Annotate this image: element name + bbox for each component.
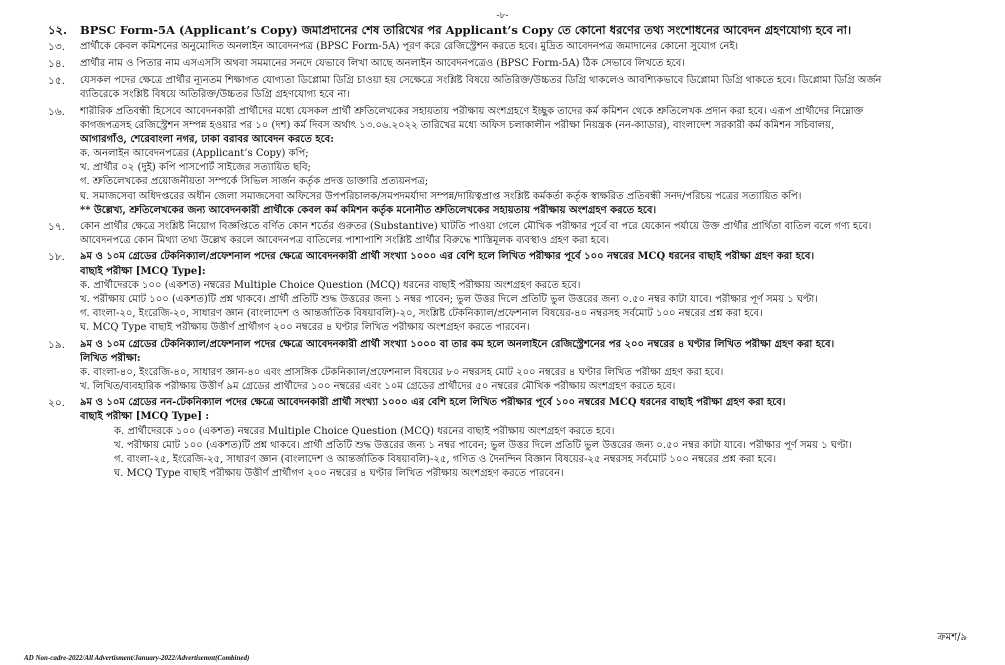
sub-item: খ. পরীক্ষায় মোট ১০০ (একশত)টি প্রশ্ন থাকবে। প্রার্থী প্রতিটি শুদ্ধ উত্তরের জন্য ১ নম্বর পাবেন; ভুল উত্তর দিলে প্রতিটি ভুল উত্তরের জন্য ০.৫০ নম্বর কাটা যাবে। পরীক্ষার পূর্ণ সময় ১ ঘণ্টা।: [80, 293, 818, 305]
item-line: BPSC Form-5A (Applicant’s Copy) জমাপ্রদানের শেষ তারিখের পর Applicant’s Copy তে কোনো ধরণের তথ্য সংশোধনের আবেদন গ্রহণযোগ্য হবে না।: [80, 23, 852, 37]
item-heading: ৯ম ও ১০ম গ্রেডের টেকনিক্যাল/প্রফেশনাল পদের ক্ষেত্রে আবেদনকারী প্রার্থী সংখ্যা ১০০০ বা তার কম হলে অনলাইনে রেজিস্ট্রেশনের পর ২০০ নম্বরের ৪ ঘণ্টার লিখিত পরীক্ষা গ্রহণ করা হবে।: [80, 338, 835, 350]
section-label: বাছাই পরীক্ষা [MCQ Type]:: [80, 265, 206, 277]
sub-item: খ. লিখিত/ব্যবহারিক পরীক্ষায় উত্তীর্ণ ৯ম গ্রেডের প্রার্থীদের ১০০ নম্বরের এবং ১০ম গ্রেডের প্রার্থীদের ৫০ নম্বরের মৌখিক পরীক্ষায় অংশগ্রহণ করতে হবে।: [80, 381, 676, 393]
list-item-12: [48, 22, 953, 38]
list-item-15: [48, 74, 953, 102]
item-line: প্রার্থীকে কেবল কমিশনের অনুমোদিত অনলাইন আবেদনপত্র (BPSC Form-5A) পূরণ করে রেজিস্ট্রেশন করতে হবে। মুদ্রিত আবেদনপত্র জমাদানের কোনো সুযোগ নেই।: [80, 41, 739, 53]
sub-item: খ. প্রার্থীর ০২ (দুই) কপি পাসপোর্ট সাইজের সত্যায়িত ছবি;: [80, 162, 311, 174]
item-number: ২০.: [48, 397, 65, 410]
item-number: ১৬.: [48, 105, 65, 118]
sub-item: খ. পরীক্ষায় মোট ১০০ (একশত)টি প্রশ্ন থাকবে। প্রার্থী প্রতিটি শুদ্ধ উত্তরের জন্য ১ নম্বর পাবেন; ভুল উত্তর দিলে প্রতিটি ভুল উত্তরের জন্য ০.৫০ নম্বর কাটা যাবে। পরীক্ষার পূর্ণ সময় ১ ঘণ্টা।: [114, 439, 852, 451]
item-line: আবেদনপত্রে কোন মিথ্যা তথ্য উল্লেখ করলে আবেদনপত্র বাতিলের পাশাপাশি সংশ্লিষ্ট প্রার্থীর বিরুদ্ধে শাস্তিমূলক ব্যবস্থাও গ্রহণ করা হবে।: [80, 235, 610, 247]
section-label: লিখিত পরীক্ষা:: [80, 352, 141, 364]
item-line: ব্যতিরেকে সংশ্লিষ্ট বিষয়ে অতিরিক্ত/উচ্চতর ডিগ্রি গ্রহণযোগ্য হবে না।: [80, 89, 350, 101]
item-number: ১৫.: [48, 75, 65, 88]
sub-item: গ. শ্রুতিলেখকের প্রয়োজনীয়তা সম্পর্কে সিভিল সার্জন কর্তৃক প্রদত্ত ডাক্তারি প্রত্যয়নপত্র;: [80, 176, 429, 188]
footer-path: AD Non-cadre-2022/All Advertisment/January-2022/Advertisemnt(Combined): [24, 654, 250, 662]
item-number: ১৭.: [48, 221, 65, 234]
list-item-16: [48, 105, 953, 219]
section-label: বাছাই পরীক্ষা [MCQ Type] :: [80, 411, 210, 423]
sub-item: গ. বাংলা-২০, ইংরেজি-২০, সাধারণ জ্ঞান (বাংলাদেশ ও আন্তর্জাতিক বিষয়াবলি)-২০, সংশ্লিষ্ট টেকনিক্যাল/প্রফেশনাল বিষয়ের-৪০ নম্বরসহ সর্বমোট ১০০ নম্বরের প্রশ্ন করা হবে।: [80, 308, 763, 320]
item-number: ১৩.: [48, 41, 65, 54]
sub-item: গ. বাংলা-২৫, ইংরেজি-২৫, সাধারণ জ্ঞান (বাংলাদেশ ও আন্তর্জাতিক বিষয়াবলি)-২৫, গণিত ও দৈনন্দিন বিজ্ঞান বিষয়ের-২৫ নম্বরসহ সর্বমোট ১০০ নম্বরের প্রশ্ন করা হবে।: [114, 454, 777, 466]
item-line: যেসকল পদের ক্ষেত্রে প্রার্থীর ন্যূনতম শিক্ষাগত যোগ্যতা ডিপ্লোমা ডিগ্রি চাওয়া হয় সেক্ষেত্রে সংশ্লিষ্ট বিষয়ে অতিরিক্ত/উচ্চতর ডিগ্রি থাকলেও আবশ্যিকভাবে ডিপ্লোমা ডিগ্রি থাকতে হবে। ডিপ্লোমা ডিগ্রি অর্জন: [80, 75, 882, 87]
item-number: ১৪.: [48, 58, 65, 71]
item-number: ১৮.: [48, 251, 65, 264]
item-number: ১৯.: [48, 338, 65, 351]
continued-label: ক্রমশ/৯: [937, 632, 967, 643]
page-number: -৮-: [496, 11, 509, 21]
item-line: শারীরিক প্রতিবন্ধী হিসেবে আবেদনকারী প্রার্থীদের মধ্যে যেসকল প্রার্থী শ্রুতিলেখকের সহায়তায় পরীক্ষায় অংশগ্রহণে ইচ্ছুক তাদের কর্ম কমিশন থেকে শ্রুতিলেখক প্রদান করা হবে। এরূপ প্রার্থীদের নিম্নোক্ত: [80, 105, 864, 117]
list-item-18: [48, 250, 953, 335]
sub-item: ক. বাংলা-৪০, ইংরেজি-৪০, সাধারণ জ্ঞান-৪০ এবং প্রাসঙ্গিক টেকনিক্যাল/প্রফেশনাল বিষয়ের ৮০ নম্বরসহ মোট ২০০ নম্বরের ৪ ঘণ্টার লিখিত পরীক্ষা গ্রহণ করা হবে।: [80, 366, 724, 378]
document-body: [48, 22, 953, 483]
item-heading: ৯ম ও ১০ম গ্রেডের টেকনিক্যাল/প্রফেশনাল পদের ক্ষেত্রে আবেদনকারী প্রার্থী সংখ্যা ১০০০ এর বেশি হলে লিখিত পরীক্ষার পূর্বে ১০০ নম্বরের MCQ ধরনের বাছাই পরীক্ষা গ্রহণ করা হবে।: [80, 251, 815, 263]
item-line: কাগজপত্রসহ রেজিস্ট্রেশন সম্পন্ন হওয়ার পর ১০ (দশ) কর্ম দিবস অর্থাৎ ১৩.০৬.২০২২ তারিখের মধ্যে অফিস চলাকালীন পরীক্ষা নিয়ন্ত্রক (নন-ক্যাডার), বাংলাদেশ সরকারী কর্ম কমিশন সচিবালয়,: [80, 119, 835, 131]
sub-item: ঘ. MCQ Type বাছাই পরীক্ষায় উত্তীর্ণ প্রার্থীগণ ২০০ নম্বরের ৪ ঘণ্টার লিখিত পরীক্ষায় অংশগ্রহণ করতে পারবেন।: [114, 468, 564, 480]
sub-item: ঘ. MCQ Type বাছাই পরীক্ষায় উত্তীর্ণ প্রার্থীগণ ২০০ নম্বরের ৪ ঘণ্টার লিখিত পরীক্ষায় অংশগ্রহণ করতে পারবেন।: [80, 322, 530, 334]
list-item-14: [48, 57, 953, 72]
sub-item: ক. অনলাইন আবেদনপত্রের (Applicant’s Copy) কপি;: [80, 148, 309, 160]
sub-item: ক. প্রার্থীদেরকে ১০০ (একশত) নম্বরের Multiple Choice Question (MCQ) ধরনের বাছাই পরীক্ষায় অংশগ্রহণ করতে হবে।: [114, 425, 615, 437]
list-item-20: [48, 396, 953, 481]
note-line: ** উল্লেখ্য, শ্রুতিলেখকের জন্য আবেদনকারী প্রার্থীকে কেবল কর্ম কমিশন কর্তৃক মনোনীত শ্রুতিলেখকের সহায়তায় পরীক্ষায় অংশগ্রহণ করতে হবে।: [80, 204, 657, 216]
item-line: কোন প্রার্থীর ক্ষেত্রে সংশ্লিষ্ট নিয়োগ বিজ্ঞপ্তিতে বর্ণিত কোন শর্তের গুরুতর (Substantive) ঘাটতি পাওয়া গেলে মৌখিক পরীক্ষার পূর্বে বা পরে যেকোন পর্যায়ে উক্ত প্রার্থীর প্রার্থিতা বাতিল বলে গণ্য হবে।: [80, 221, 872, 233]
sub-item: ক. প্রার্থীদেরকে ১০০ (একশত) নম্বরের Multiple Choice Question (MCQ) ধরনের বাছাই পরীক্ষায় অংশগ্রহণ করতে হবে।: [80, 279, 581, 291]
item-heading: ৯ম ও ১০ম গ্রেডের নন-টেকনিক্যাল পদের ক্ষেত্রে আবেদনকারী প্রার্থী সংখ্যা ১০০০ এর বেশি হলে লিখিত পরীক্ষার পূর্বে ১০০ নম্বরের MCQ ধরনের বাছাই পরীক্ষা গ্রহণ করা হবে।: [80, 397, 786, 409]
item-line: প্রার্থীর নাম ও পিতার নাম এসএসসি অথবা সমমানের সনদে যেভাবে লিখা আছে অনলাইন আবেদনপত্রেও (BPSC Form-5A) ঠিক সেভাবে লিখতে হবে।: [80, 58, 685, 70]
sub-item: ঘ. সমাজসেবা অধিদপ্তরের অধীন জেলা সমাজসেবা অফিসের উপপরিচালক/সমপদমর্যাদা সম্পন্ন/দায়িত্বপ্রাপ্ত সংশ্লিষ্ট কর্মকর্তা কর্তৃক স্বাক্ষরিত প্রতিবন্ধী সনদ/পরিচয় পত্রের সত্যায়িত কপি।: [80, 190, 802, 202]
list-item-17: [48, 220, 953, 248]
item-number: ১২.: [48, 23, 67, 37]
list-item-19: [48, 338, 953, 395]
item-line: আগারগাঁও, শেরেবাংলা নগর, ঢাকা বরাবর আবেদন করতে হবে:: [80, 133, 334, 145]
list-item-13: [48, 40, 953, 55]
